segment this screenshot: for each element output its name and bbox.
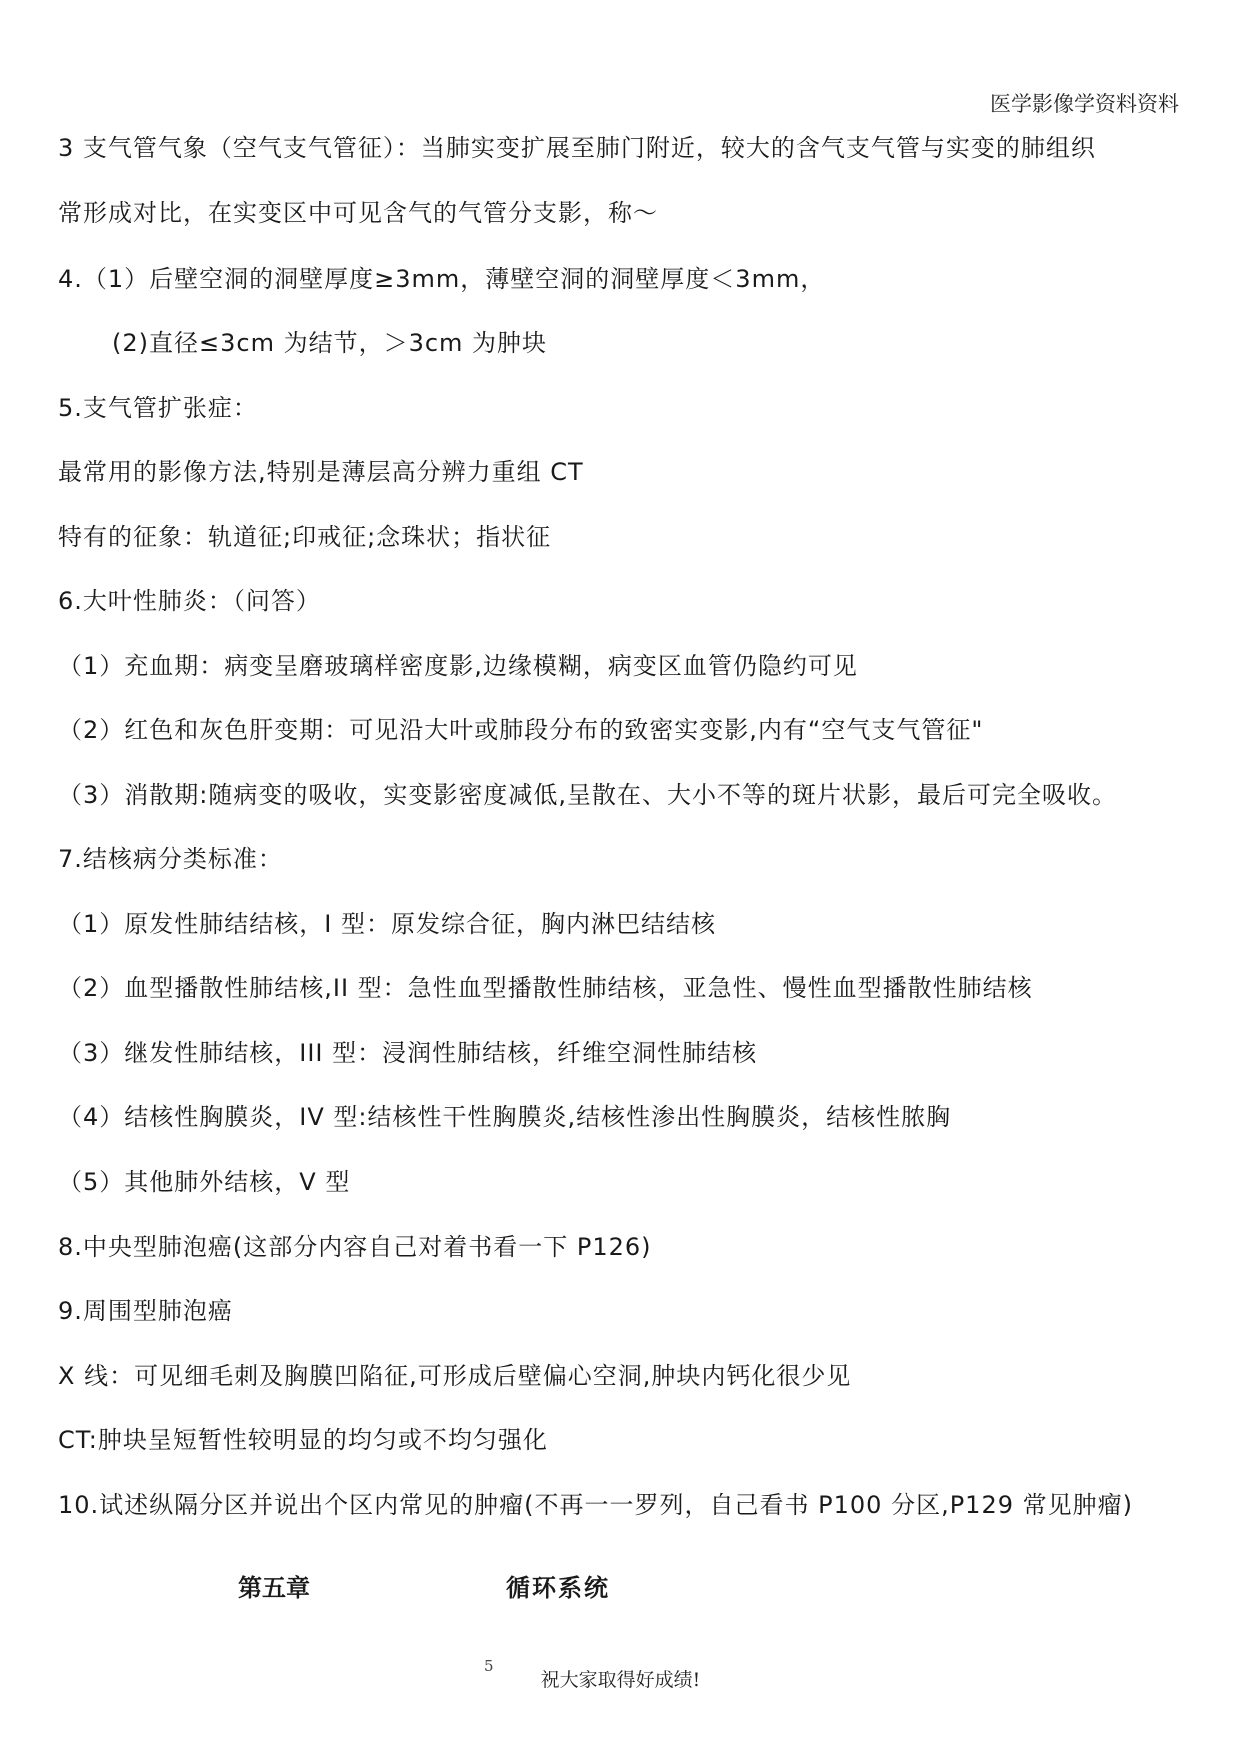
page-number: 5 xyxy=(484,1657,494,1675)
header-note: 医学影像学资料资料 xyxy=(990,92,1179,116)
text-line-22: 10.试述纵隔分区并说出个区内常见的肿瘤(不再一一罗列，自己看书 P100 分区,P129 常见肿瘤) xyxy=(58,1491,1133,1519)
chapter-number: 第五章 xyxy=(238,1574,310,1602)
text-line-1: 3 支气管气象（空气支气管征）：当肺实变扩展至肺门附近，较大的含气支气管与实变的肺组织 xyxy=(58,134,1096,162)
text-line-13: （1）原发性肺结结核，I 型：原发综合征，胸内淋巴结结核 xyxy=(58,910,716,938)
text-line-12: 7.结核病分类标准： xyxy=(58,845,283,873)
text-line-5: 5.支气管扩张症： xyxy=(58,394,258,422)
text-line-14: （2）血型播散性肺结核,II 型：急性血型播散性肺结核，亚急性、慢性血型播散性肺结核 xyxy=(58,974,1033,1002)
text-line-17: （5）其他肺外结核，V 型 xyxy=(58,1168,351,1196)
text-line-16: （4）结核性胸膜炎，IV 型:结核性干性胸膜炎,结核性渗出性胸膜炎，结核性脓胸 xyxy=(58,1103,952,1131)
text-line-18: 8.中央型肺泡癌(这部分内容自己对着书看一下 P126) xyxy=(58,1233,652,1261)
text-line-15: （3）继发性肺结核，III 型：浸润性肺结核，纤维空洞性肺结核 xyxy=(58,1039,758,1067)
text-line-11: （3）消散期:随病变的吸收，实变影密度减低,呈散在、大小不等的斑片状影，最后可完全吸收。 xyxy=(58,781,1117,809)
chapter-title: 循环系统 xyxy=(506,1574,610,1602)
text-line-2: 常形成对比，在实变区中可见含气的气管分支影，称～ xyxy=(58,199,658,227)
text-line-21: CT:肿块呈短暂性较明显的均匀或不均匀强化 xyxy=(58,1426,548,1454)
text-line-9: （1）充血期：病变呈磨玻璃样密度影,边缘模糊，病变区血管仍隐约可见 xyxy=(58,652,858,680)
text-line-10: （2）红色和灰色肝变期：可见沿大叶或肺段分布的致密实变影,内有“空气支气管征" xyxy=(58,716,984,744)
text-line-4: (2)直径≤3cm 为结节，＞3cm 为肿块 xyxy=(112,329,548,357)
text-line-20: X 线：可见细毛刺及胸膜凹陷征,可形成后壁偏心空洞,肿块内钙化很少见 xyxy=(58,1362,852,1390)
text-line-19: 9.周围型肺泡癌 xyxy=(58,1297,233,1325)
text-line-3: 4.（1）后壁空洞的洞壁厚度≥3mm，薄壁空洞的洞壁厚度＜3mm， xyxy=(58,265,826,293)
footer-text: 祝大家取得好成绩! xyxy=(540,1669,701,1691)
text-line-8: 6.大叶性肺炎：（问答） xyxy=(58,587,321,615)
text-line-6: 最常用的影像方法,特别是薄层高分辨力重组 CT xyxy=(58,458,584,486)
text-line-7: 特有的征象：轨道征;印戒征;念珠状；指状征 xyxy=(58,523,552,551)
